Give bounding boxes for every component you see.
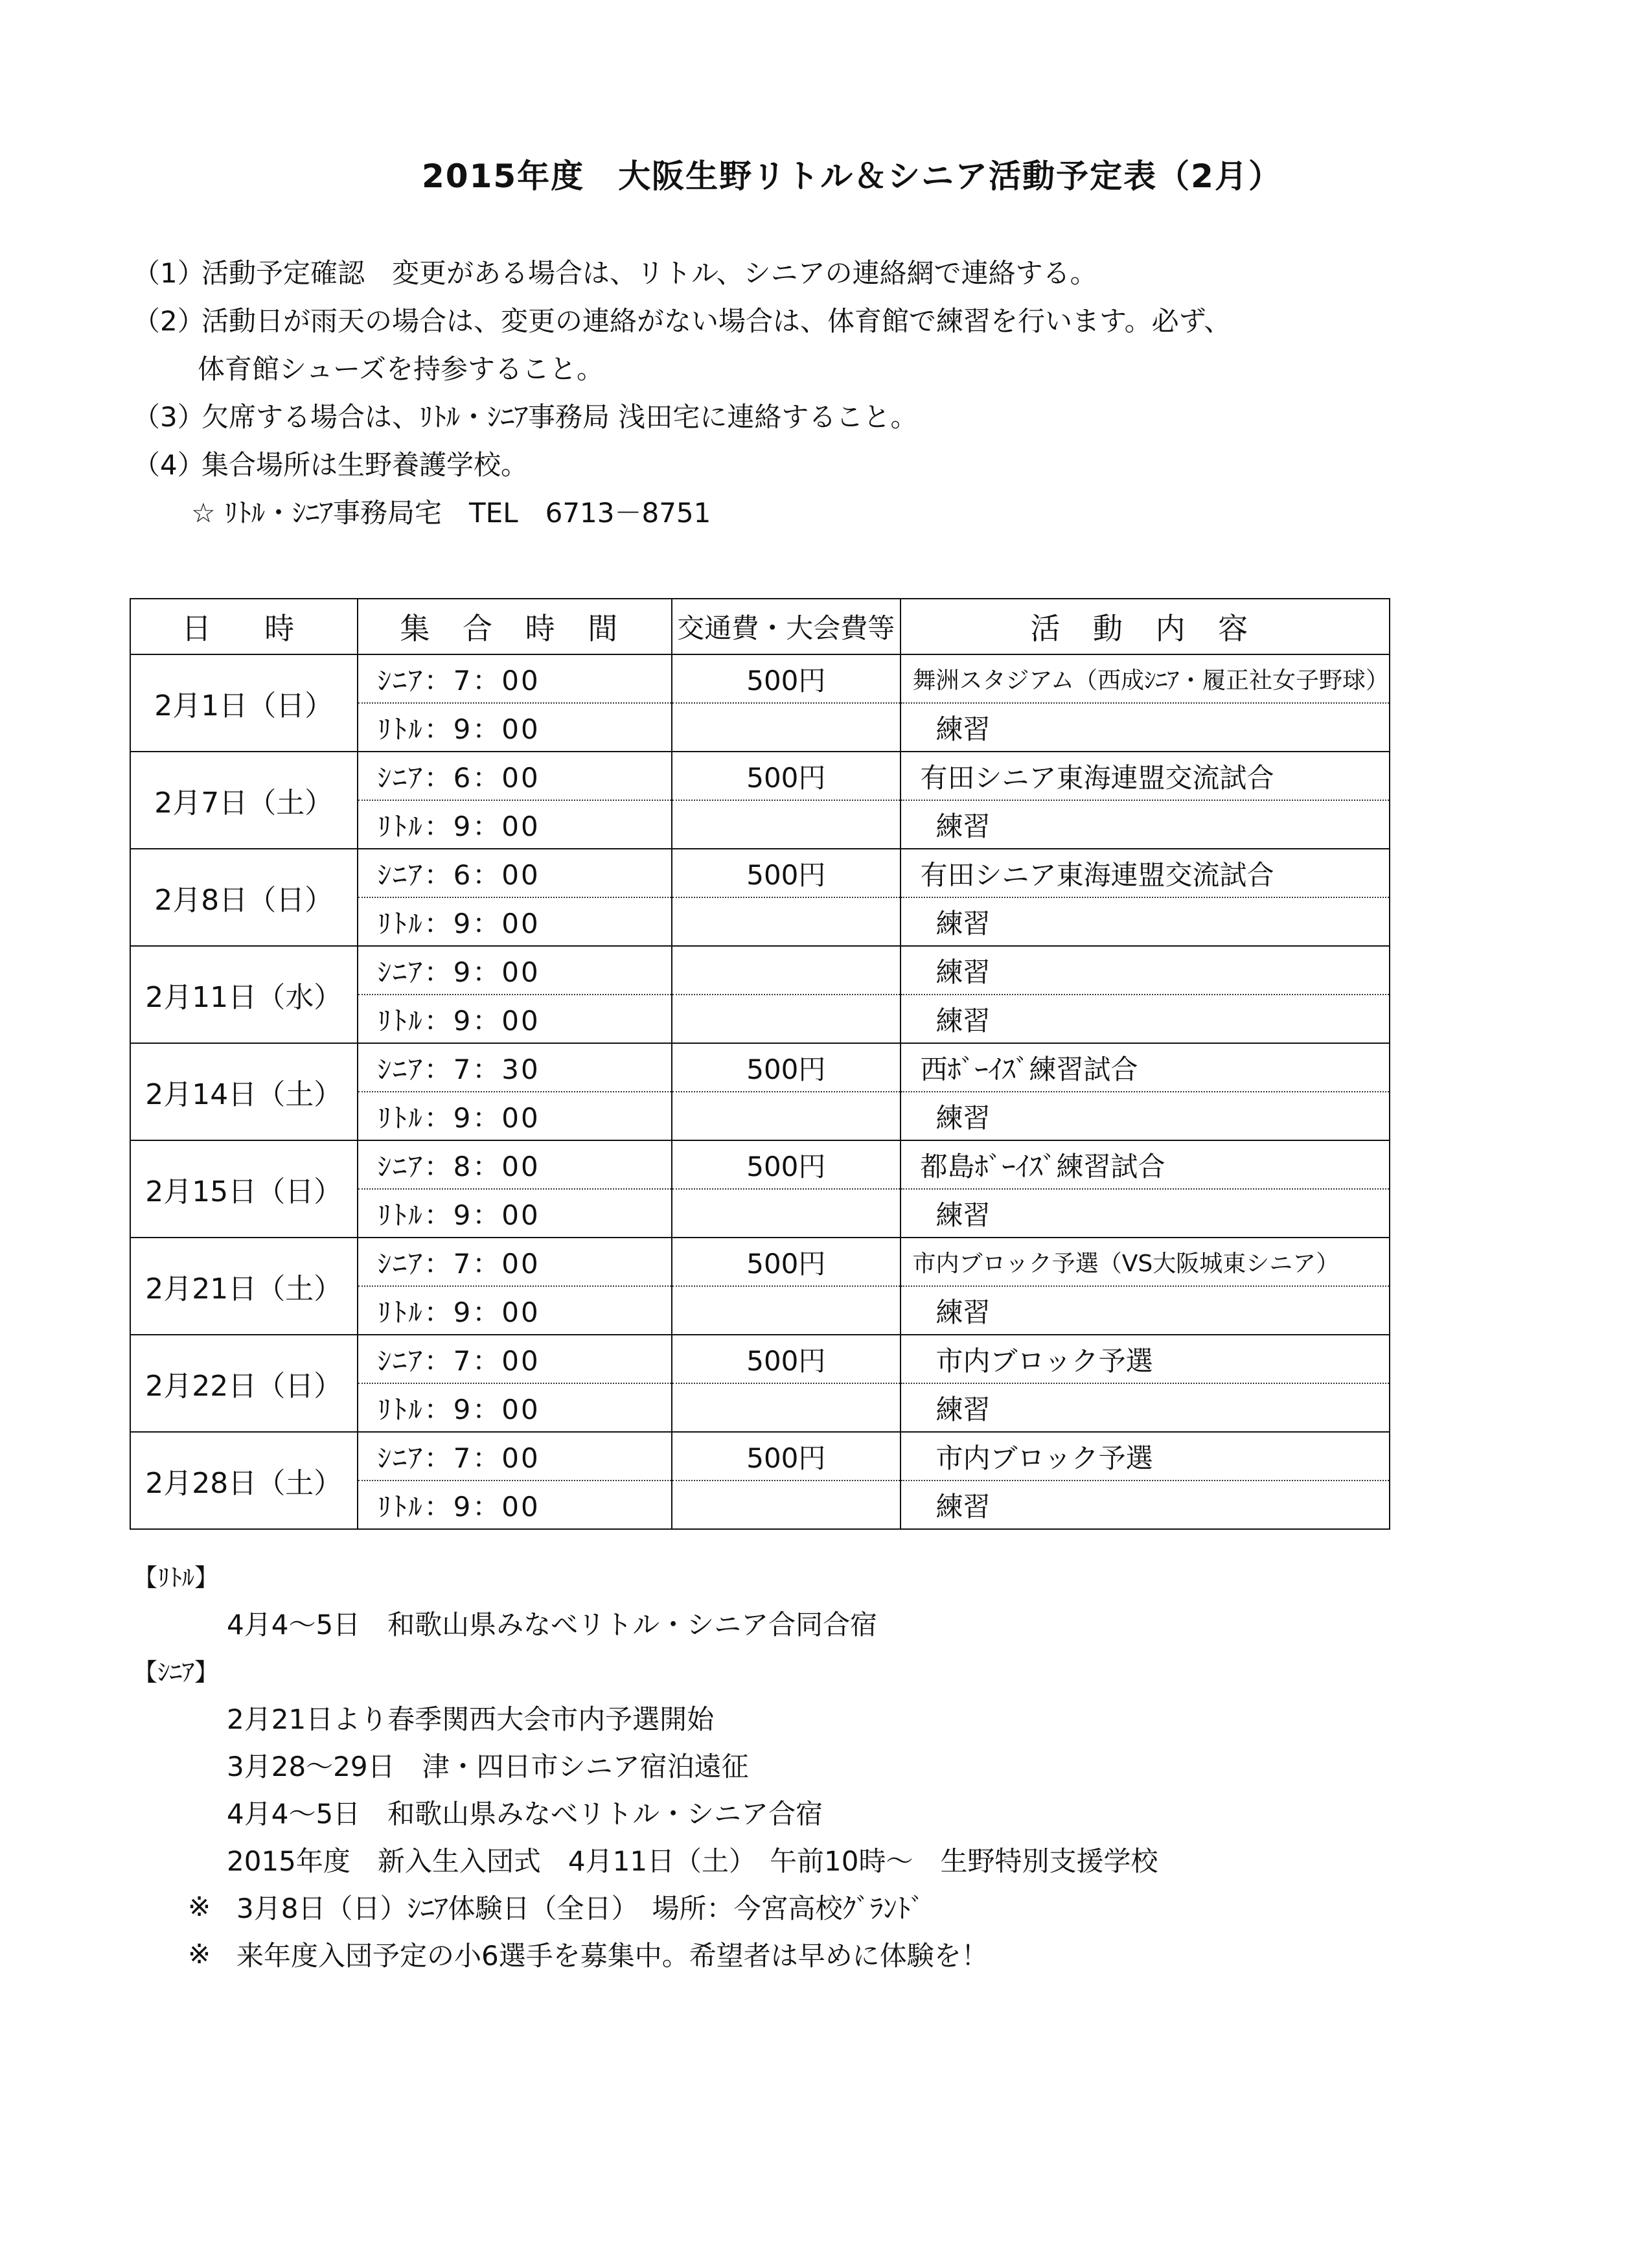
fee-cell: 500円 [672,752,900,800]
little-time-cell: ﾘﾄﾙ：9：00 [358,897,672,946]
table-row [130,1432,1390,1481]
senior-time-cell: ｼﾆｱ：7：00 [358,1238,672,1286]
schedule-table [130,598,1390,1530]
senior-time-cell: ｼﾆｱ：6：00 [358,849,672,897]
senior-activity-cell: 市内ブロック予選 [901,1335,1390,1383]
note-item [133,439,1231,487]
senior-activity-cell: 舞洲スタジアム（西成ｼﾆｱ・履正社女子野球） [901,654,1390,703]
date-cell: 2月22日（日） [130,1335,358,1432]
fee-cell: 500円 [672,654,900,703]
little-activity-cell: 練習 [901,1286,1390,1335]
fee-cell-empty [672,1092,900,1140]
date-cell: 2月8日（日） [130,849,358,946]
senior-activity-cell: 都島ﾎﾞｰｲｽﾞ練習試合 [901,1140,1390,1189]
note-text: 活動予定確認 変更がある場合は、リトル、シニアの連絡網で連絡する。 [201,257,1097,289]
starred-note-text: 3月8日（日）ｼﾆｱ体験日（全日） 場所：今宮高校ｸﾞﾗﾝﾄﾞ [236,1892,924,1924]
office-phone-line: ☆ ﾘﾄﾙ・ｼﾆｱ事務局宅 TEL 6713－8751 [191,497,711,529]
note-text: 欠席する場合は、ﾘﾄﾙ・ｼﾆｱ事務局 浅田宅に連絡すること。 [201,401,918,433]
little-activity-cell: 練習 [901,1481,1390,1529]
fee-cell: 500円 [672,849,900,897]
fee-cell-empty [672,897,900,946]
date-cell: 2月28日（土） [130,1432,358,1529]
note-number: （4） [133,449,205,481]
little-time-cell: ﾘﾄﾙ：9：00 [358,1383,672,1432]
date-cell: 2月1日（日） [130,654,358,752]
fee-cell: 500円 [672,1140,900,1189]
senior-activity-cell: 西ﾎﾞｰｲｽﾞ練習試合 [901,1043,1390,1092]
little-time-cell: ﾘﾄﾙ：9：00 [358,995,672,1043]
table-row [130,1335,1390,1383]
table-row [130,946,1390,995]
date-cell: 2月14日（土） [130,1043,358,1140]
reference-mark: ※ [188,1891,211,1922]
fee-cell-empty [672,703,900,752]
little-activity-cell: 練習 [901,1092,1390,1140]
date-cell: 2月21日（土） [130,1238,358,1335]
date-cell: 2月15日（日） [130,1140,358,1238]
starred-note-text: 来年度入団予定の小6選手を募集中。希望者は早めに体験を！ [236,1939,989,1972]
page-title: 2015年度 大阪生野リトル＆シニア活動予定表（2月） [422,157,1282,195]
notes-list [133,248,1231,535]
table-row [130,1238,1390,1286]
table-row [130,1140,1390,1189]
little-activity-cell: 練習 [901,800,1390,849]
table-row [130,752,1390,800]
senior-heading: 【ｼﾆｱ】 [133,1658,220,1687]
little-time-cell: ﾘﾄﾙ：9：00 [358,1286,672,1335]
note-number: （3） [133,401,205,433]
table-row [130,1043,1390,1092]
little-activity-cell: 練習 [901,897,1390,946]
little-activity-cell: 練習 [901,1383,1390,1432]
little-heading: 【ﾘﾄﾙ】 [133,1563,220,1592]
fee-cell-empty [672,1383,900,1432]
note-item [133,295,1231,343]
senior-time-cell: ｼﾆｱ：9：00 [358,946,672,995]
header-fee: 交通費・大会費等 [672,599,900,654]
table-header-row [130,599,1390,654]
date-cell: 2月7日（土） [130,752,358,849]
fee-cell [672,946,900,995]
fee-cell-empty [672,1189,900,1238]
senior-activity-cell: 市内ブロック予選 [901,1432,1390,1481]
senior-activity-cell: 有田シニア東海連盟交流試合 [901,849,1390,897]
fee-cell: 500円 [672,1432,900,1481]
fee-cell: 500円 [672,1238,900,1286]
senior-time-cell: ｼﾆｱ：7：00 [358,654,672,703]
fee-cell: 500円 [672,1043,900,1092]
note-number: （1） [133,257,205,289]
little-activity-cell: 練習 [901,1189,1390,1238]
fee-cell: 500円 [672,1335,900,1383]
note-item [133,391,1231,439]
little-time-cell: ﾘﾄﾙ：9：00 [358,800,672,849]
footer-notes [133,1552,1158,1977]
little-activity-cell: 練習 [901,703,1390,752]
little-time-cell: ﾘﾄﾙ：9：00 [358,1092,672,1140]
note-item-continued [133,343,1231,391]
senior-time-cell: ｼﾆｱ：8：00 [358,1140,672,1189]
reference-mark: ※ [188,1938,211,1970]
senior-time-cell: ｼﾆｱ：7：30 [358,1043,672,1092]
note-text: 集合場所は生野養護学校。 [201,449,529,481]
starred-note [133,1930,1158,1977]
senior-time-cell: ｼﾆｱ：7：00 [358,1335,672,1383]
fee-cell-empty [672,800,900,849]
little-item: 4月4～5日 和歌山県みなべリトル・シニア合同合宿 [227,1608,878,1641]
little-time-cell: ﾘﾄﾙ：9：00 [358,1189,672,1238]
senior-time-cell: ｼﾆｱ：7：00 [358,1432,672,1481]
note-text: 体育館シューズを持参すること。 [198,353,604,385]
starred-note [133,1883,1158,1930]
header-meeting-time: 集 合 時 間 [358,599,672,654]
senior-item: 4月4～5日 和歌山県みなべリトル・シニア合宿 [227,1797,823,1830]
date-cell: 2月11日（水） [130,946,358,1043]
table-row [130,849,1390,897]
senior-activity-cell: 練習 [901,946,1390,995]
senior-item: 3月28～29日 津・四日市シニア宿泊遠征 [227,1750,749,1782]
senior-activity-cell: 有田シニア東海連盟交流試合 [901,752,1390,800]
note-number: （2） [133,305,205,337]
senior-item: 2015年度 新入生入団式 4月11日（土） 午前10時～ 生野特別支援学校 [227,1845,1158,1877]
little-activity-cell: 練習 [901,995,1390,1043]
note-text: 活動日が雨天の場合は、変更の連絡がない場合は、体育館で練習を行います。必ず、 [201,305,1232,337]
note-item [133,248,1231,295]
fee-cell-empty [672,995,900,1043]
little-time-cell: ﾘﾄﾙ：9：00 [358,1481,672,1529]
senior-activity-cell: 市内ブロック予選（VS大阪城東シニア） [901,1238,1390,1286]
senior-item: 2月21日より春季関西大会市内予選開始 [227,1703,715,1735]
fee-cell-empty [672,1286,900,1335]
header-date: 日 時 [130,599,358,654]
header-activity: 活 動 内 容 [901,599,1390,654]
fee-cell-empty [672,1481,900,1529]
table-row [130,654,1390,703]
senior-time-cell: ｼﾆｱ：6：00 [358,752,672,800]
little-time-cell: ﾘﾄﾙ：9：00 [358,703,672,752]
